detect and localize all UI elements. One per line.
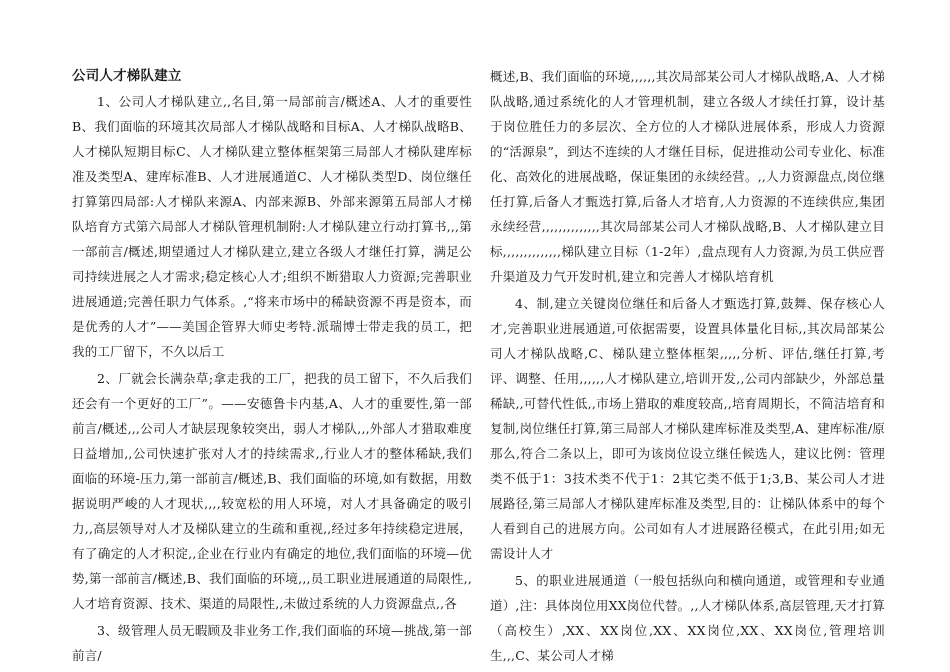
paragraph: 1、公司人才梯队建立,,名目,第一局部前言/概述A、人才的重要性B、我们面临的环境其次局部人才梯队战略和目标A、人才梯队战略B、人才梯队短期目标C、人才梯队建立整体框架第三局部人才梯队建库标准及类型A、建库标准B、人才进展通道C、人才梯队类型D、岗位继任打算第四局部:人才梯队来源A、内部来源B、外部来源第五局部人才梯队培育方式第六局部人才梯队管理机制附:人才梯队建立行动打算书,,,第一部前言/概述,期望通过人才梯队建立,建立各级人才继任打算，满足公司持续进展之人才需求;稳定核心人才;组织不断猎取人力资源;完善职业进展通道;完善任职力气体系。,“将来市场中的稀缺资源不再是资本，而是优秀的人才”——美国企管界大师史考特.派瑞博士带走我的员工，把我的工厂留下，不久以后工 bbox=[72, 94, 472, 359]
paragraph: 概述,B、我们面临的环境,,,,,,其次局部某公司人才梯队战略,A、人才梯队战略,通过系统化的人才管理机制，建立各级人才续任打算，设计基于岗位胜任力的多层次、全方位的人才梯队进展体系，形成人力资源的“活源泉”，到达不连续的人才继任目标，促进推动公司专业化、标准化、高效化的进展战略，保证集团的永续经营。,,人力资源盘点,岗位继任打算,后备人才甄选打算,后备人才培育,人力资源的不连续供应,集团永续经营,,,,,,,,,,,,,,其次局部某公司人才梯队战略,B、人才梯队建立目标,,,,,,,,,,,,,,梯队建立目标（1-2年）,盘点现有人力资源,为员工供应晋升渠道及力气开发时机,建立和完善人才梯队培育机 bbox=[490, 69, 885, 284]
paragraph: 4、制,建立关键岗位继任和后备人才甄选打算,鼓舞、保存核心人才,完善职业进展通道,可依据需要，设置具体量化目标,,其次局部某公司人才梯队战略,C、梯队建立整体框架,,,,,分析、评估,继任打算,考评、调整、任用,,,,,,人才梯队建立,培训开发,,公司内部缺少，外部总量稀缺,,可替代性低,,市场上猎取的难度较高,,培育周期长，不简洁培育和复制,岗位继任打算,第三局部人才梯队建库标准及类型,A、建库标准/原那么,符合二条以上，即可为该岗位设立继任候选人，建议比例：管理类不低于1：3技术类不代于1：2其它类不低于1;3,B、某公司人才进展路径,第三局部人才梯队建库标准及类型,目的：让梯队体系中的每个人看到自己的进展方向。公司如有人才进展路径模式，在此引用;如无需设计人才 bbox=[490, 296, 885, 561]
document-title: 公司人才梯队建立 bbox=[72, 68, 182, 84]
paragraph: 3、级管理人员无暇顾及非业务工作,我们面临的环境—挑战,第一部前言/ bbox=[72, 623, 472, 663]
right-column bbox=[490, 64, 885, 668]
paragraph: 5、的职业进展通道（一般包括纵向和横向通道，或管理和专业通道）,注：具体岗位用XX岗位代替。,,人才梯队体系,高层管理,天才打算（高校生）,XX、XX岗位,XX、XX岗位,XX、XX岗位,管理培训生,,,C、某公司人才梯 bbox=[490, 573, 885, 663]
left-column bbox=[72, 64, 472, 668]
paragraph: 2、厂就会长满杂草;拿走我的工厂，把我的员工留下，不久后我们还会有一个更好的工厂”。——安德鲁卡内基,A、人才的重要性,第一部前言/概述,,,公司人才缺层现象较突出，弱人才梯队,,,外部人才猎取难度日益增加,,公司快速扩张对人才的持续需求,,行业人才的整体稀缺,我们面临的环境-压力,第一部前言/概述,B、我们面临的环境,如有数据，用数据说明严峻的人才现状,,,,较宽松的用人环境，对人才具备确定的吸引力,,高层领导对人才及梯队建立的生疏和重视,,经过多年持续稳定进展，有了确定的人才积淀,,企业在行业内有确定的地位,我们面临的环境—优势,第一部前言/概述,B、我们面临的环境,,,员工职业进展通道的局限性,,人才培育资源、技术、渠道的局限性,,未做过系统的人力资源盘点,,各 bbox=[72, 371, 472, 611]
